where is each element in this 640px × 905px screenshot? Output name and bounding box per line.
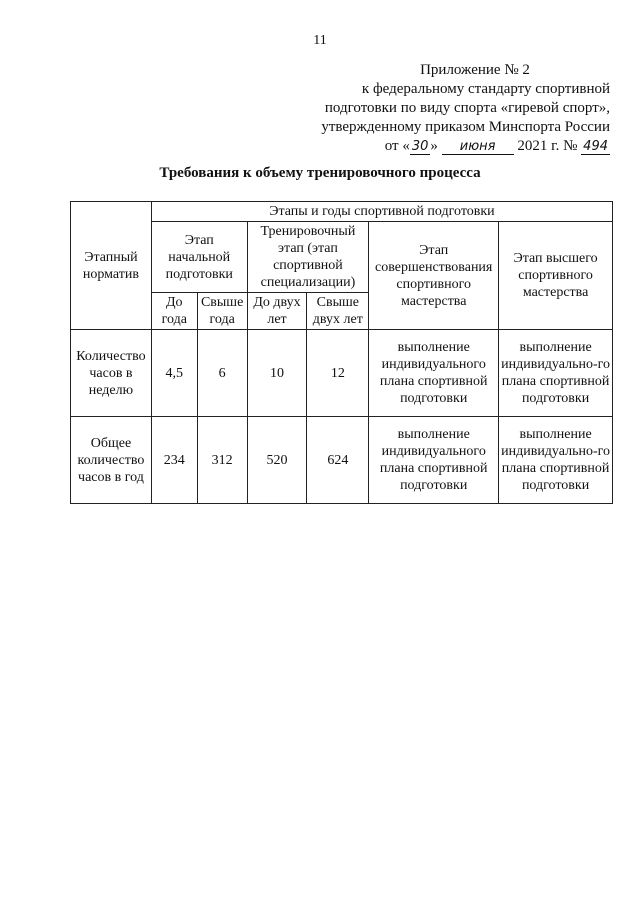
page-number: 11	[313, 33, 327, 48]
appendix-title: Приложение № 2	[420, 62, 530, 78]
header-stages-years: Этапы и годы спортивной подготовки	[151, 202, 612, 222]
table-row	[71, 330, 613, 417]
date-mid: »	[430, 138, 438, 154]
subheader-cell: Свыше года	[197, 293, 247, 330]
table-cell: 624	[307, 417, 369, 504]
table-cell: выполнение индивидуально-го плана спортивной подготовки	[499, 417, 613, 504]
row-label: Общее количество часов в год	[71, 417, 152, 504]
handwritten-order-number: 494	[583, 139, 608, 154]
subheader-cell: Свыше двух лет	[307, 293, 369, 330]
table-cell: выполнение индивидуального плана спортивной подготовки	[369, 417, 499, 504]
header-stage-initial: Этап начальной подготовки	[151, 222, 247, 293]
document-title: Требования к объему тренировочного процесса	[159, 165, 481, 181]
table-cell: выполнение индивидуального плана спортивной подготовки	[369, 330, 499, 417]
table-cell: 6	[197, 330, 247, 417]
table-cell: 312	[197, 417, 247, 504]
header-stage-training: Тренировочный этап (этап спортивной специализации)	[247, 222, 369, 293]
requirements-table	[70, 201, 613, 504]
appendix-line: утвержденному приказом Минспорта России	[321, 119, 610, 135]
table-header-row	[71, 202, 613, 222]
table-cell: выполнение индивидуально-го плана спортивной подготовки	[499, 330, 613, 417]
table-cell: 520	[247, 417, 307, 504]
table-row	[71, 417, 613, 504]
appendix-line: к федеральному стандарту спортивной	[361, 81, 610, 97]
appendix-date-line	[290, 137, 610, 156]
table-cell: 234	[151, 417, 197, 504]
row-label: Количество часов в неделю	[71, 330, 152, 417]
date-prefix: от «	[384, 138, 410, 154]
table-cell: 10	[247, 330, 307, 417]
subheader-cell: До года	[151, 293, 197, 330]
handwritten-day: 30	[411, 139, 429, 154]
appendix-line: подготовки по виду спорта «гиревой спорт»,	[324, 100, 610, 116]
header-normative: Этапный норматив	[71, 202, 152, 330]
header-stage-higher: Этап высшего спортивного мастерства	[499, 222, 613, 330]
header-stage-improvement: Этап совершенствования спортивного мастерства	[369, 222, 499, 330]
table-cell: 4,5	[151, 330, 197, 417]
appendix-header	[290, 61, 610, 156]
date-year: 2021 г. №	[517, 138, 578, 154]
table-cell: 12	[307, 330, 369, 417]
handwritten-month: июня	[442, 140, 514, 155]
subheader-cell: До двух лет	[247, 293, 307, 330]
table-header-row	[71, 222, 613, 293]
